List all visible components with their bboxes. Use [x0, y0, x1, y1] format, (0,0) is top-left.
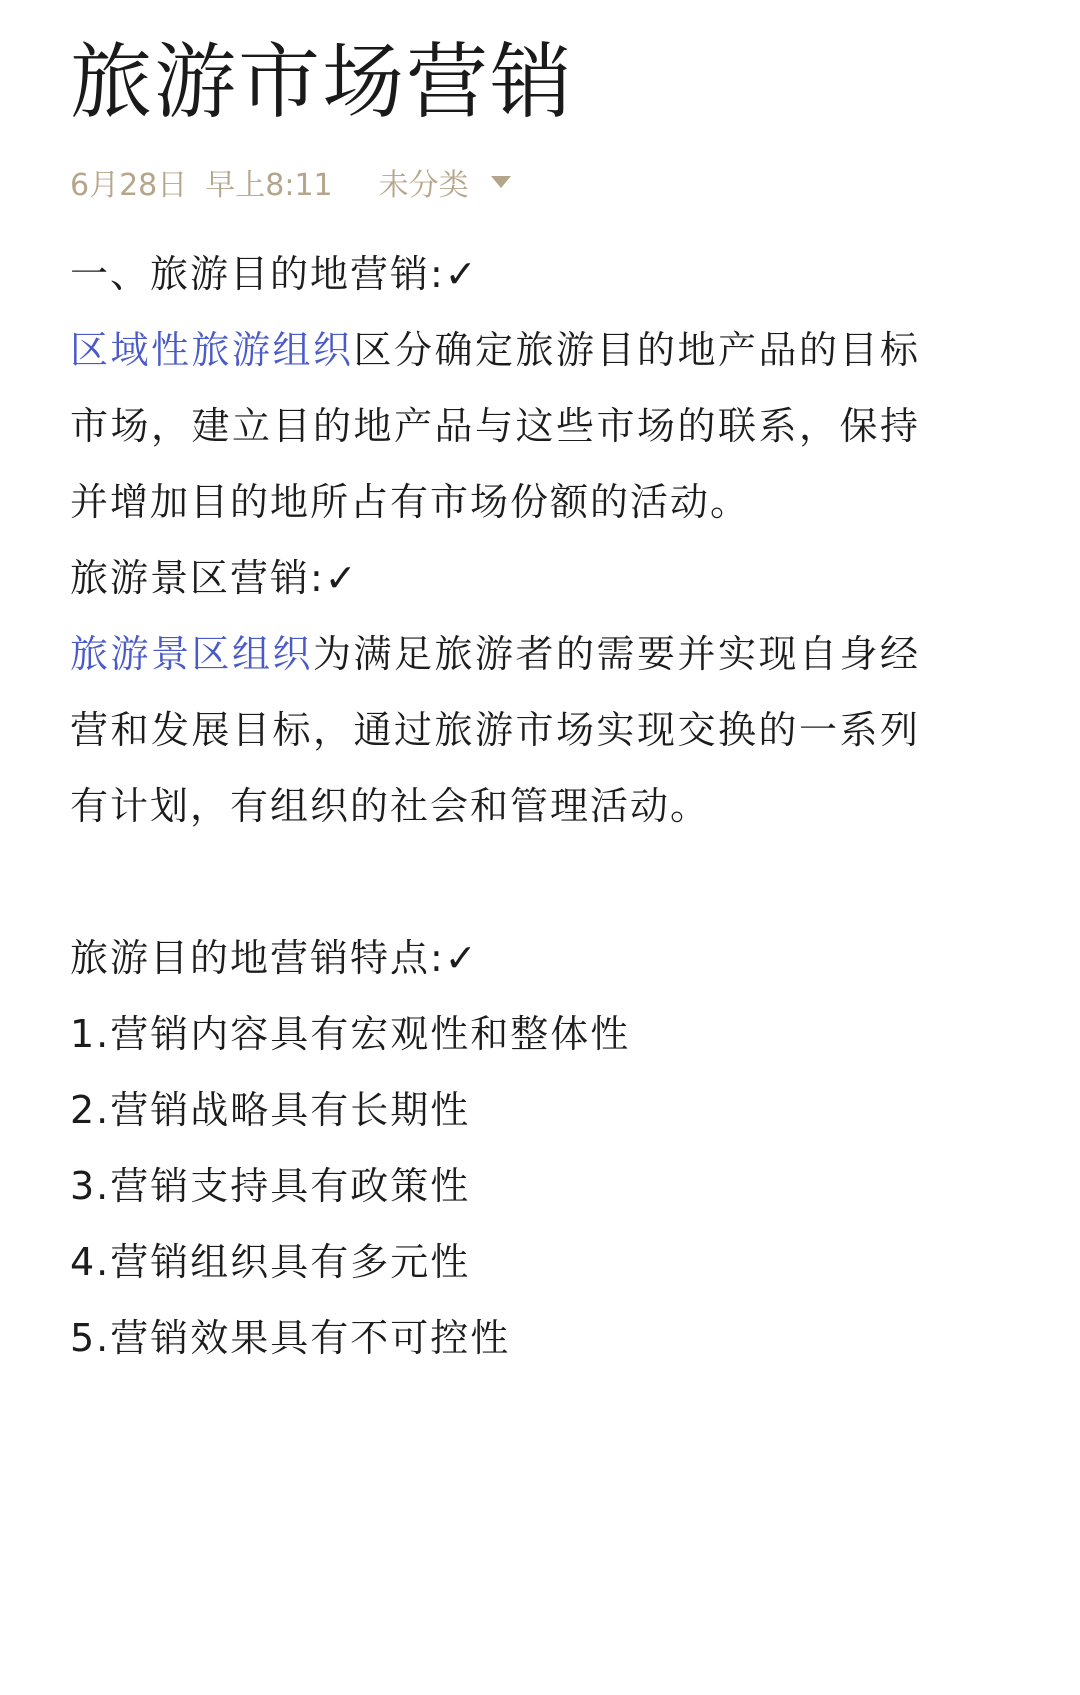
paragraph-destination-definition — [70, 312, 920, 540]
list-item: 5.营销效果具有不可控性 — [70, 1316, 511, 1360]
note-title[interactable]: 旅游市场营销 — [70, 35, 575, 130]
heading-scenic-marketing: 旅游景区营销:✓ — [70, 556, 359, 600]
list-item: 1.营销内容具有宏观性和整体性 — [70, 1012, 631, 1056]
paragraph-text: 为满足旅游者的需要并实现自身经营和发展目标，通过旅游市场实现交换的一系列有计划，有组织的社会和管理活动。 — [70, 632, 920, 828]
category-dropdown[interactable] — [379, 160, 511, 204]
paragraph-scenic-definition — [70, 616, 920, 844]
note-meta — [70, 160, 511, 204]
note-time: 早上8:11 — [205, 168, 333, 203]
link-scenic-area-org[interactable]: 旅游景区组织 — [70, 632, 313, 676]
note-date: 6月28日 — [70, 168, 188, 203]
list-item: 3.营销支持具有政策性 — [70, 1164, 471, 1208]
blank-line — [70, 844, 920, 920]
heading-destination-features: 旅游目的地营销特点:✓ — [70, 936, 479, 980]
triangle-down-icon — [491, 176, 511, 188]
note-body[interactable] — [70, 236, 920, 1376]
heading-destination-marketing: 一、旅游目的地营销:✓ — [70, 252, 479, 296]
link-regional-tourism-org[interactable]: 区域性旅游组织 — [70, 328, 354, 372]
list-item: 4.营销组织具有多元性 — [70, 1240, 471, 1284]
list-item: 2.营销战略具有长期性 — [70, 1088, 471, 1132]
category-label: 未分类 — [378, 168, 469, 203]
paragraph-text: 区分确定旅游目的地产品的目标市场，建立目的地产品与这些市场的联系，保持并增加目的地所占有市场份额的活动。 — [70, 328, 920, 524]
